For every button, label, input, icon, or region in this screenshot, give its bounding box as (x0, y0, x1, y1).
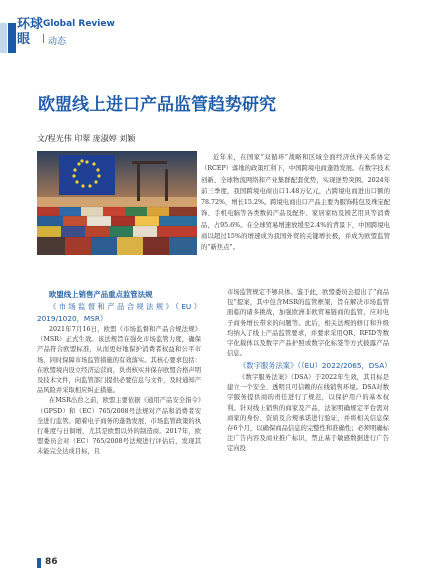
column-name-top: 环球 (17, 17, 44, 32)
header-decor-dark (8, 23, 16, 53)
article-intro: 近年来，在国家“双循环”战略和区域全面经济伙伴关系协定（RCEP）落地的政策红利下，中国跨境电商蓬勃发展。在数字技术创新、全球物流网络和产业集群配套优势，实现逆势突围。2024年前三季度，我国跨境电商出口1.48万亿元，占跨境电商进出口额的78.72%，增长15.2%。跨境电商出口产品主要为服饰鞋包及珠宝配饰、手机电脑等各类数码产品及配件、家居家纺及园艺用具等消费品，占95.6%。在全球贸易增速放缓至2.4%的背景下，中国跨境电商以超过15%的增速成为我国外贸的关键增长极，并成为欧盟监管的“新焦点”。 (201, 154, 390, 252)
left-column (37, 289, 201, 458)
regulation-heading-dsa: 《数字服务法案》（（EU）2022/2065，DSA） (239, 361, 392, 371)
page-header (0, 0, 427, 58)
column-name-english: Global Review (43, 19, 115, 29)
article-authors: 文/程光伟 印翠 庞淑婷 刘颖 (37, 134, 136, 143)
page-number: 86 (45, 557, 58, 567)
column-name-bottom: 眼 (17, 32, 31, 47)
section-heading: 欧盟线上销售产品重点监管法规 (49, 290, 153, 299)
article-title: 欧盟线上进口产品监管趋势研究 (38, 95, 276, 115)
paragraph: 2021年7月16日，欧盟《市场监督和产品合规法规》（MSR）正式生效。该法规旨在强化市场监管力度，确保产品符合欧盟标准，从而更好地保护消费者权益和公平市场，同时保障市场监管措施的有效落实。其核心要求包括：在欧盟境内设立经济运营商，负责核实并保存欧盟合格声明及技术文件，向监管部门提供必要信息与文件，及时通知产品风险并采取相应纠正措施。 (37, 326, 201, 395)
right-column (227, 288, 392, 455)
paragraph: 市场监管规定不够具体。鉴于此，欧盟委员会提出了“商品包”提案，其中包含MSR的监管框架，旨在解决市场监管面临的诸多挑战，加强欧洲非欧贸易链商的监管，应对电子商务增长带来的问题等。此后，相关法规的修订和升级均纳入了线上产品监管要求，并要求采用QR、RFID等数字化载体以及数字产品护照或数字化标签等方式披露产品信息。 (227, 289, 389, 358)
header-separator: | (42, 34, 46, 44)
container-port-photo (37, 151, 197, 255)
regulation-heading-msr: 《市场监督和产品合规法规》（EU）2019/1020，MSR） (37, 302, 201, 323)
paragraph: 《数字服务法案》（DSA）于2022年生效，其目标是建立一个安全、透明且可信赖的在线销售环境。DSA对数字服务提供商的责任进行了规范，以保护用户的基本权利。针对线上销售的商家及产品，法案明确规定平台需对商家的身份、资质及合规承诺进行验证，并将相关信息保存6个月，以确保商品信息的完整性和准确性；必须明确标注广告内容及商业推广标识，禁止基于敏感数据进行广告定向投 (227, 373, 389, 453)
header-decor-light (0, 23, 7, 53)
paragraph: 在MSR出台之前，欧盟主要依据《通用产品安全指令》（GPSD）和（EC）765/2008号法规对产品和消费者安全进行监管。随着电子商务的蓬勃发展，市场监管政策的执行难度与日俱增，尤其是欧盟以外的制造商。2017年，欧盟委员会对（EC）765/2008号法规进行评估后，发现其未能完全达成目标，且 (37, 397, 201, 456)
container-port-illustration (37, 151, 197, 255)
column-subtitle: 动态 (48, 37, 67, 47)
footer-marker (37, 558, 41, 568)
